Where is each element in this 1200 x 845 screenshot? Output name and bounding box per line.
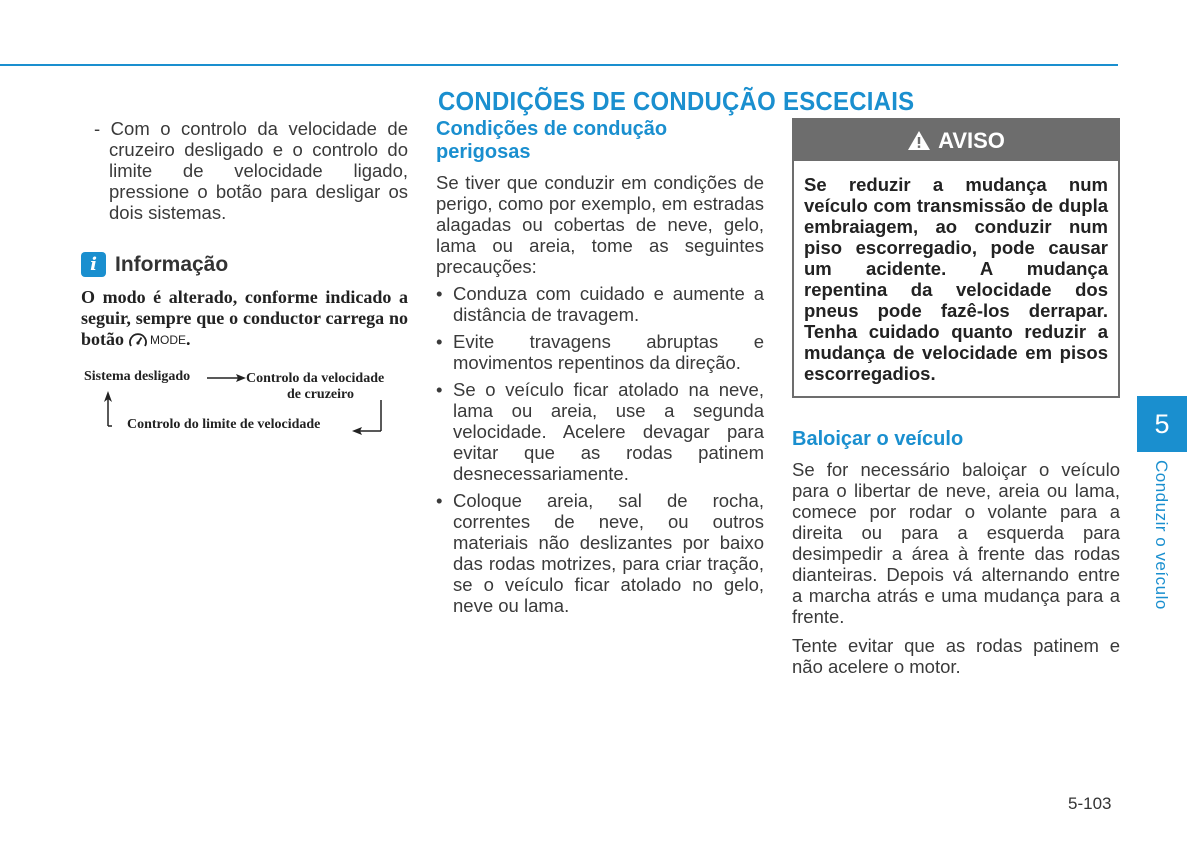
list-item: • Evite travagens abruptas e movimentos repentinos da direção. <box>436 331 764 373</box>
diagram-state-cruise-line2: de cruzeiro <box>287 387 354 402</box>
precautions-list <box>436 283 764 616</box>
info-body-text: O modo é alterado, conforme indicado a seguir, sempre que o conductor carrega no botão <box>81 287 408 349</box>
right-column <box>792 118 1120 677</box>
info-title: Informação <box>115 253 229 276</box>
info-icon: i <box>81 252 106 277</box>
rocking-paragraph-2: Tente evitar que as rodas patinem e não acelere o motor. <box>792 635 1120 677</box>
warning-body: Se reduzir a mudança num veículo com transmissão de dupla embraiagem, ao conduzir num piso escorregadio, pode causar um acidente. A mudança repentina da velocidade dos pneus pode fazê-los derrapar. Tenha cuidado quanto reduzir a mudança de velocidade em pisos escorregadios. <box>804 174 1108 384</box>
rocking-paragraph-1: Se for necessário baloiçar o veículo para o libertar de neve, areia ou lama, comece por rodar o volante para a direita ou para a esquerda para desimpedir a área à frente das rodas dianteiras. Depois vá alternando entre a marcha atrás e uma mudança para a frente. <box>792 459 1120 627</box>
diagram-state-cruise: Controlo da velocidade <box>246 371 385 386</box>
list-item: • Coloque areia, sal de rocha, correntes de neve, ou outros materiais não deslizantes por baixo das rodas motrizes, para criar tração, se o veículo ficar atolado no gelo, neve ou lama. <box>436 490 764 616</box>
info-body <box>81 287 408 351</box>
dangerous-conditions-heading: Condições de condução perigosas <box>436 118 668 163</box>
mode-button-label: MODE <box>150 333 187 348</box>
rocking-vehicle-heading: Baloiçar o veículo <box>792 428 964 450</box>
warning-title: AVISO <box>938 128 1005 153</box>
warning-header <box>794 120 1118 161</box>
mode-button-symbol <box>128 330 186 351</box>
middle-column <box>436 118 764 616</box>
chapter-number-tab: 5 <box>1137 396 1187 452</box>
top-rule <box>0 64 1118 66</box>
page-number: 5-103 <box>1068 794 1112 813</box>
speedometer-icon <box>128 332 148 350</box>
diagram-state-limit: Controlo do limite de velocidade <box>127 417 321 432</box>
info-body-end: . <box>186 329 191 349</box>
list-item: • Se o veículo ficar atolado na neve, lama ou areia, use a segunda velocidade. Acelere devagar para evitar que as rodas patinem desnecessariamente. <box>436 379 764 484</box>
warning-box <box>792 118 1120 398</box>
warning-triangle-icon <box>907 130 931 151</box>
dash-item: - Com o controlo da velocidade de cruzeiro desligado e o controlo do limite de velocidade ligado, pressione o botão para desligar os dois sistemas. <box>94 118 408 223</box>
dangerous-conditions-intro: Se tiver que conduzir em condições de perigo, como por exemplo, em estradas alagadas ou cobertas de neve, gelo, lama ou areia, tome as seguintes precauções: <box>436 172 764 277</box>
mode-diagram <box>81 366 421 442</box>
left-column <box>81 118 408 351</box>
section-title: CONDIÇÕES DE CONDUÇÃO ESCECIAIS <box>438 86 915 116</box>
list-item: • Conduza com cuidado e aumente a distância de travagem. <box>436 283 764 325</box>
diagram-state-off: Sistema desligado <box>84 369 191 384</box>
chapter-title: Conduzir o veículo <box>1152 460 1171 610</box>
info-heading <box>81 252 408 277</box>
